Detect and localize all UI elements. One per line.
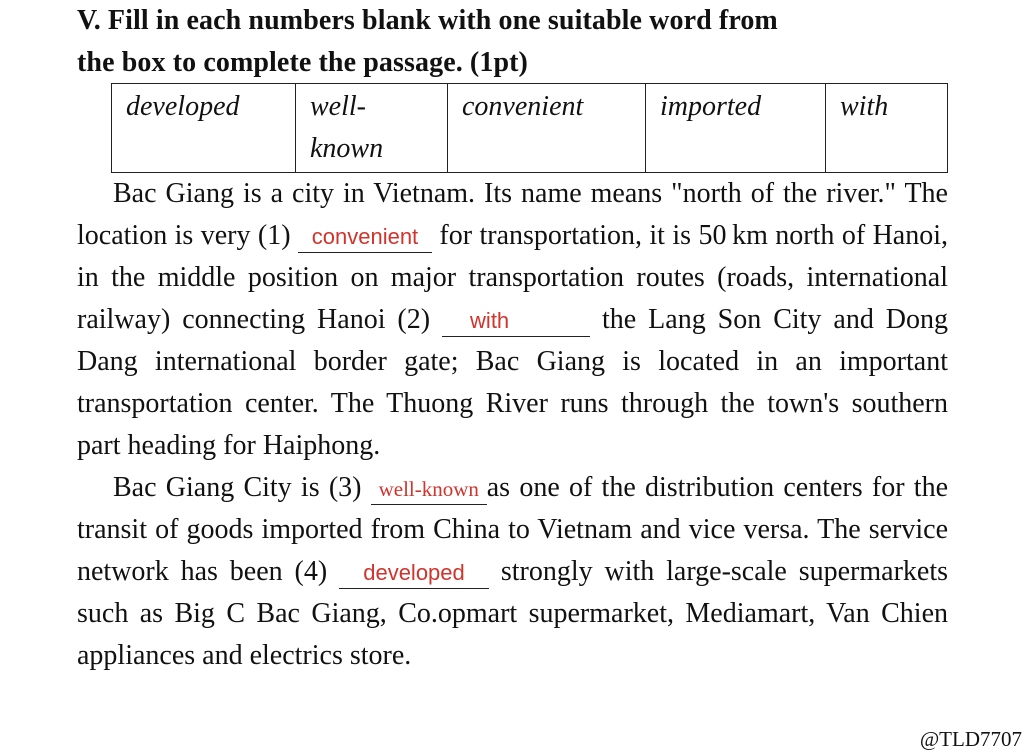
passage-text: for transportation, it is 50 km north of Hanoi, in the middle position on major transportation routes (roads, international railway) connecting Hanoi (2) <box>77 220 948 335</box>
word-developed: developed <box>126 91 240 122</box>
word-imported: imported <box>660 91 762 122</box>
blank-3[interactable] <box>371 474 487 505</box>
word-box-cell <box>646 84 826 173</box>
word-box <box>111 83 948 173</box>
word-convenient: convenient <box>462 91 584 122</box>
passage-paragraph-1 <box>77 173 948 467</box>
heading-line-1: V. Fill in each numbers blank with one suitable word from <box>77 5 778 36</box>
word-box-cell <box>112 84 296 173</box>
passage-text: Bac Giang is a city in Vietnam. Its name means "north of the river." The location is very (1) <box>77 178 948 251</box>
passage-paragraph-2 <box>77 467 948 677</box>
watermark: @TLD7707 <box>919 727 1022 751</box>
blank-4[interactable] <box>339 558 489 589</box>
worksheet <box>77 0 948 677</box>
passage-text: as one of the distribution centers for the transit of goods imported from China to Vietnam and vice versa. The service network has been (4) <box>77 472 948 587</box>
word-box-cell <box>826 84 948 173</box>
word-with: with <box>840 91 889 122</box>
word-well: well- <box>310 91 366 122</box>
answer-2: with <box>470 308 510 333</box>
word-known: known <box>310 133 384 164</box>
word-box-cell <box>448 84 646 173</box>
blank-1[interactable] <box>298 222 432 253</box>
passage-text: Bac Giang City is (3) <box>113 472 371 503</box>
heading-line-2: the box to complete the passage. (1pt) <box>77 47 528 78</box>
answer-3: well-known <box>378 477 479 501</box>
passage-text: the Lang Son City and Dong Dang international border gate; Bac Giang is located in an important transportation center. The Thuong River runs through the town's southern part heading for Haiphong. <box>77 304 948 461</box>
word-box-cell <box>296 84 448 173</box>
blank-2[interactable] <box>442 306 590 337</box>
passage-text: strongly with large-scale supermarkets such as Big C Bac Giang, Co.opmart supermarket, Mediamart, Van Chien appliances and electrics store. <box>77 556 948 671</box>
answer-1: convenient <box>311 224 419 249</box>
answer-4: developed <box>363 560 465 585</box>
exercise-heading <box>77 0 948 84</box>
